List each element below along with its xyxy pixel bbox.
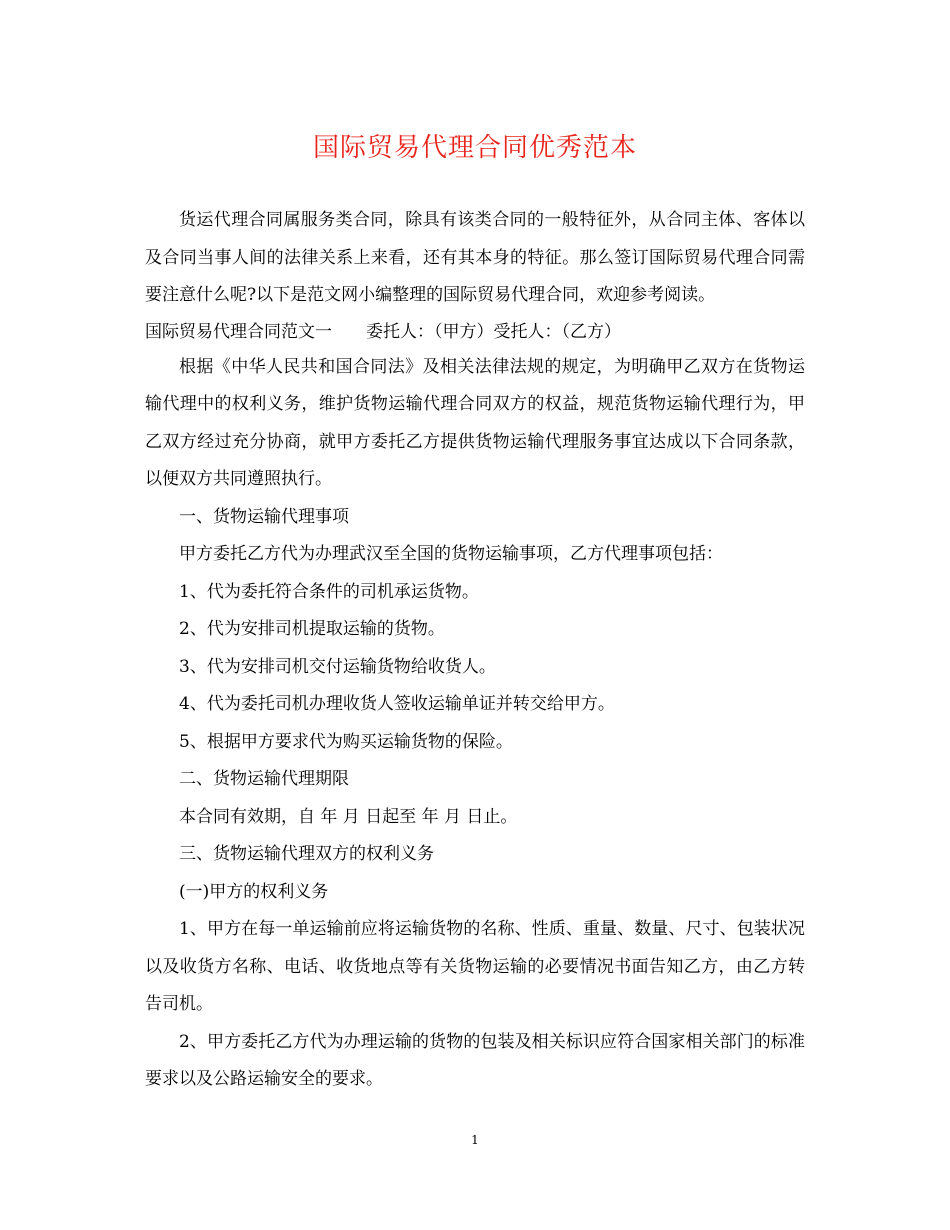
section-1-item-3: 3、代为安排司机交付运输货物给收货人。	[179, 656, 496, 677]
section-heading-1: 一、货物运输代理事项	[179, 506, 349, 527]
document-body	[145, 202, 805, 1099]
sample-heading-line: 国际贸易代理合同范文一 委托人：（甲方）受托人：（乙方）	[145, 321, 621, 342]
subsection-a-item-1: 1、甲方在每一单运输前应将运输货物的名称、性质、重量、数量、尺寸、包装状况以及收货方名称、电话、收货地点等有关货物运输的必要情况书面告知乙方，由乙方转告司机。	[145, 919, 805, 1014]
section-heading-2: 二、货物运输代理期限	[179, 769, 349, 789]
subsection-heading-a: (一)甲方的权利义务	[179, 881, 329, 902]
section-1-intro: 甲方委托乙方代为办理武汉至全国的货物运输事项，乙方代理事项包括：	[179, 544, 723, 564]
section-2-text: 本合同有效期，自 年 月 日起至 年 月 日止。	[179, 806, 518, 827]
section-1-item-1: 1、代为委托符合条件的司机承运货物。	[179, 581, 479, 602]
document-title: 国际贸易代理合同优秀范本	[312, 133, 637, 163]
section-heading-3: 三、货物运输代理双方的权利义务	[179, 844, 434, 864]
section-1-item-2: 2、代为安排司机提取运输的货物。	[179, 619, 445, 639]
section-1-item-5: 5、根据甲方要求代为购买运输货物的保险。	[179, 731, 513, 752]
section-1-item-4: 4、代为委托司机办理收货人签收运输单证并转交给甲方。	[179, 694, 615, 714]
preamble-paragraph: 根据《中华人民共和国合同法》及相关法律法规的规定，为明确甲乙双方在货物运输代理中的权利义务，维护货物运输代理合同双方的权益，规范货物运输代理行为，甲乙双方经过充分协商，就甲方委托乙方提供货物运输代理服务事宜达成以下合同条款，以便双方共同遵照执行。	[145, 356, 805, 489]
intro-paragraph: 货运代理合同属服务类合同，除具有该类合同的一般特征外，从合同主体、客体以及合同当事人间的法律关系上来看，还有其本身的特征。那么签订国际贸易代理合同需要注意什么呢?以下是范文网小编整理的国际贸易代理合同，欢迎参考阅读。	[145, 210, 805, 305]
subsection-a-item-2: 2、甲方委托乙方代为办理运输的货物的包装及相关标识应符合国家相关部门的标准要求以及公路运输安全的要求。	[145, 1031, 805, 1089]
page-number: 1	[471, 1133, 479, 1147]
